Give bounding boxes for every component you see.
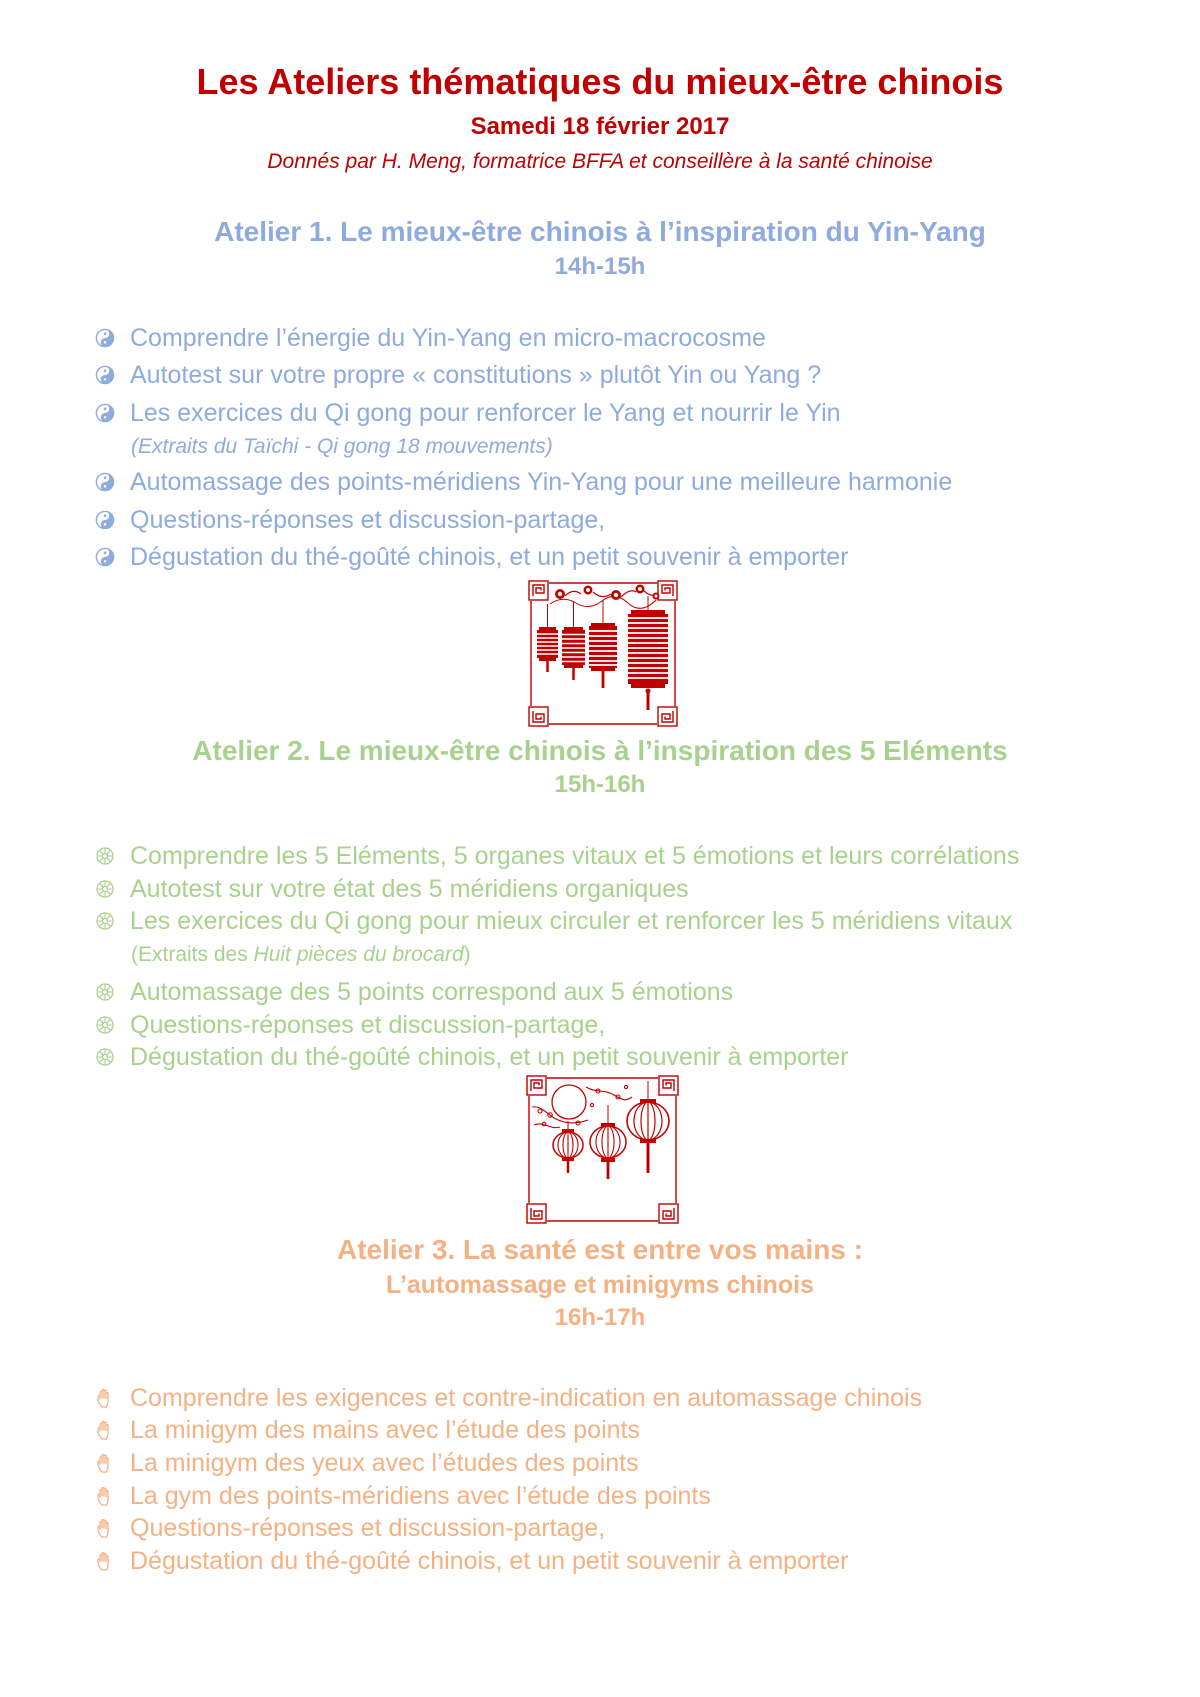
workshop-2-item — [95, 1042, 849, 1072]
dharma-wheel-icon — [95, 879, 115, 899]
workshop-3-item — [95, 1546, 849, 1576]
moon — [552, 1085, 586, 1119]
item-note — [131, 943, 471, 967]
lantern — [537, 604, 558, 672]
item-text: Automassage des 5 points correspond aux 5 émotions — [130, 978, 734, 1006]
hand-icon — [95, 1518, 115, 1538]
workshop-3-item — [95, 1481, 711, 1511]
workshop-2-item — [95, 874, 689, 904]
item-text: Questions-réponses et discussion-partage, — [130, 1514, 606, 1542]
hand-icon — [95, 1551, 115, 1571]
yin-yang-icon — [95, 547, 115, 567]
workshop-1-item — [95, 360, 821, 390]
hand-icon — [95, 1453, 115, 1473]
clouds — [550, 585, 660, 609]
round-lanterns-moon-illustration — [526, 1075, 679, 1224]
lantern — [562, 602, 585, 680]
item-text: Comprendre l’énergie du Yin-Yang en micro-macrocosme — [130, 324, 766, 352]
workshop-1-time: 14h-15h — [554, 253, 646, 280]
workshop-1-item — [95, 542, 849, 572]
workshop-3-item — [95, 1415, 640, 1445]
item-text: La minigym des mains avec l’étude des points — [130, 1416, 640, 1444]
workshop-2-time: 15h-16h — [554, 771, 646, 798]
item-text: La gym des points-méridiens avec l’étude des points — [130, 1482, 711, 1510]
hand-icon — [95, 1388, 115, 1408]
hand-icon — [95, 1486, 115, 1506]
workshop-1-item — [95, 505, 605, 535]
dharma-wheel-icon — [95, 1047, 115, 1067]
dharma-wheel-icon — [95, 911, 115, 931]
lantern — [628, 596, 668, 710]
lantern — [553, 1121, 583, 1173]
yin-yang-icon — [95, 472, 115, 492]
item-note: (Extraits du Taïchi - Qi gong 18 mouvements) — [131, 435, 553, 458]
note-close: ) — [463, 943, 471, 966]
yin-yang-icon — [95, 403, 115, 423]
item-text: Les exercices du Qi gong pour mieux circuler et renforcer les 5 méridiens vitaux — [130, 907, 1013, 935]
yin-yang-icon — [95, 328, 115, 348]
item-text: Dégustation du thé-goûté chinois, et un petit souvenir à emporter — [130, 1043, 849, 1071]
yin-yang-icon — [95, 365, 115, 385]
workshop-2-item — [95, 977, 733, 1007]
workshop-3-heading: Atelier 3. La santé est entre vos mains : — [337, 1234, 863, 1265]
presenter-byline: Donnés par H. Meng, formatrice BFFA et conseillère à la santé chinoise — [267, 150, 933, 173]
item-text: Dégustation du thé-goûté chinois, et un petit souvenir à emporter — [130, 1547, 849, 1575]
item-text: Comprendre les 5 Eléments, 5 organes vitaux et 5 émotions et leurs corrélations — [130, 842, 1020, 870]
item-text: Autotest sur votre propre « constitutions » plutôt Yin ou Yang ? — [130, 361, 822, 389]
note-open: (Extraits des — [131, 943, 254, 966]
item-text: Automassage des points-méridiens Yin-Yang pour une meilleure harmonie — [130, 468, 953, 496]
hanging-square-lanterns-illustration — [528, 580, 678, 727]
item-text: Comprendre les exigences et contre-indication en automassage chinois — [130, 1384, 923, 1412]
workshop-3-subtitle: L’automassage et minigyms chinois — [386, 1271, 814, 1299]
hand-icon — [95, 1420, 115, 1440]
item-text: Dégustation du thé-goûté chinois, et un petit souvenir à emporter — [130, 543, 849, 571]
workshop-2-item — [95, 1010, 605, 1040]
item-text: Questions-réponses et discussion-partage, — [130, 506, 606, 534]
dharma-wheel-icon — [95, 846, 115, 866]
yin-yang-icon — [95, 510, 115, 530]
workshop-3-time: 16h-17h — [554, 1304, 646, 1331]
workshop-2-item — [95, 841, 1019, 871]
item-text: Questions-réponses et discussion-partage, — [130, 1011, 606, 1039]
lantern — [589, 600, 617, 688]
page-title: Les Ateliers thématiques du mieux-être chinois — [196, 61, 1004, 102]
workshop-3-item — [95, 1383, 922, 1413]
workshop-1-item — [95, 467, 952, 497]
workshop-1-item — [95, 398, 841, 428]
lantern — [590, 1105, 626, 1179]
workshop-2-item — [95, 906, 1012, 936]
item-text: La minigym des yeux avec l’études des points — [130, 1449, 639, 1477]
item-text: Les exercices du Qi gong pour renforcer le Yang et nourrir le Yin — [130, 399, 841, 427]
workshop-3-item — [95, 1513, 605, 1543]
dharma-wheel-icon — [95, 982, 115, 1002]
workshop-2-heading: Atelier 2. Le mieux-être chinois à l’inspiration des 5 Eléments — [192, 735, 1008, 766]
workshop-1-heading: Atelier 1. Le mieux-être chinois à l’inspiration du Yin-Yang — [214, 216, 986, 247]
workshop-3-item — [95, 1448, 639, 1478]
item-text: Autotest sur votre état des 5 méridiens organiques — [130, 875, 689, 903]
event-date: Samedi 18 février 2017 — [470, 113, 730, 140]
dharma-wheel-icon — [95, 1015, 115, 1035]
note-title: Huit pièces du brocard — [253, 943, 464, 966]
workshop-1-item — [95, 323, 766, 353]
